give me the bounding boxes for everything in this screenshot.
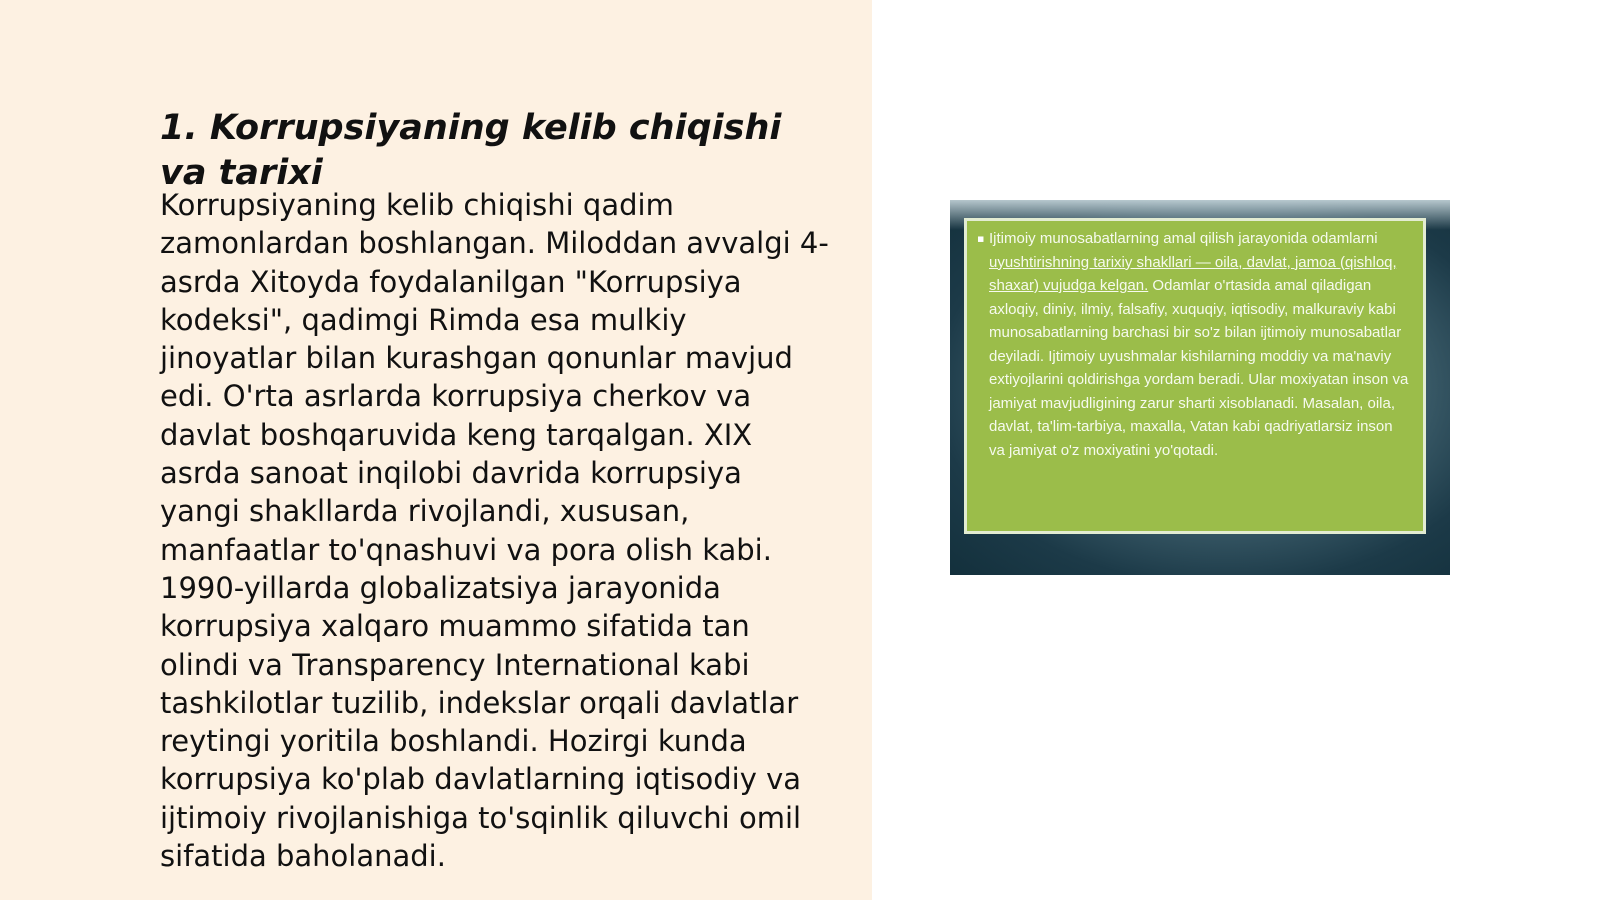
picture-text-start: Ijtimoiy munosabatlarning amal qilish jarayonida odamlarni [989,230,1378,247]
picture-bullet-item [977,227,1411,462]
slide-title: 1. Korrupsiyaning kelib chiqishi va tarixi [160,108,782,193]
picture-text [989,227,1411,462]
bullet-icon: ▪ [977,232,985,245]
slide-body-text: Korrupsiyaning kelib chiqishi qadim zamonlardan boshlangan. Miloddan avvalgi 4-asrda Xitoyda foydalanilgan "Korrupsiya kodeksi", qadimgi Rimda esa mulkiy jinoyatlar bilan kurashgan qonunlar mavjud edi. O'rta asrlarda korrupsiya cherkov va davlat boshqaruvida keng tarqalgan. XIX asrda sanoat inqilobi davrida korrupsiya yangi shakllarda rivojlandi, xususan, manfaatlar to'qnashuvi va pora olish kabi. 1990-yillarda globalizatsiya jarayonida korrupsiya xalqaro muammo sifatida tan olindi va Transparency International kabi tashkilotlar tuzilib, indekslar orqali davlatlar reytingi yoritila boshlandi. Hozirgi kunda korrupsiya ko'plab davlatlarning iqtisodiy va ijtimoiy rivojlanishiga to'sqinlik qiluvchi omil sifatida baholanadi. [160,188,829,874]
picture-text-rest: Odamlar o'rtasida amal qiladigan axloqiy, diniy, ilmiy, falsafiy, xuquqiy, iqtisodiy, malkuraviy kabi munosabatlarning barchasi bir so'z bilan ijtimoiy munosabatlar deyiladi. Ijtimoiy uyushmalar kishilarning moddiy va ma'naviy extiyojlarini qoldirishga yordam beradi. Ular moxiyatan inson va jamiyat mavjudligining zarur sharti xisoblanadi. Masalan, oila, davlat, ta'lim-tarbiya, maxalla, Vatan kabi qadriyatlarsiz inson va jamiyat o'z moxiyatini yo'qotadi. [989,277,1409,459]
picture-text-underlined: uyushtirishning tarixiy shakllari — oila, davlat, jamoa (qishloq, shaxar) vujudga kelgan. [989,253,1397,294]
embedded-slide-picture [950,200,1450,575]
picture-text-card [964,218,1426,534]
